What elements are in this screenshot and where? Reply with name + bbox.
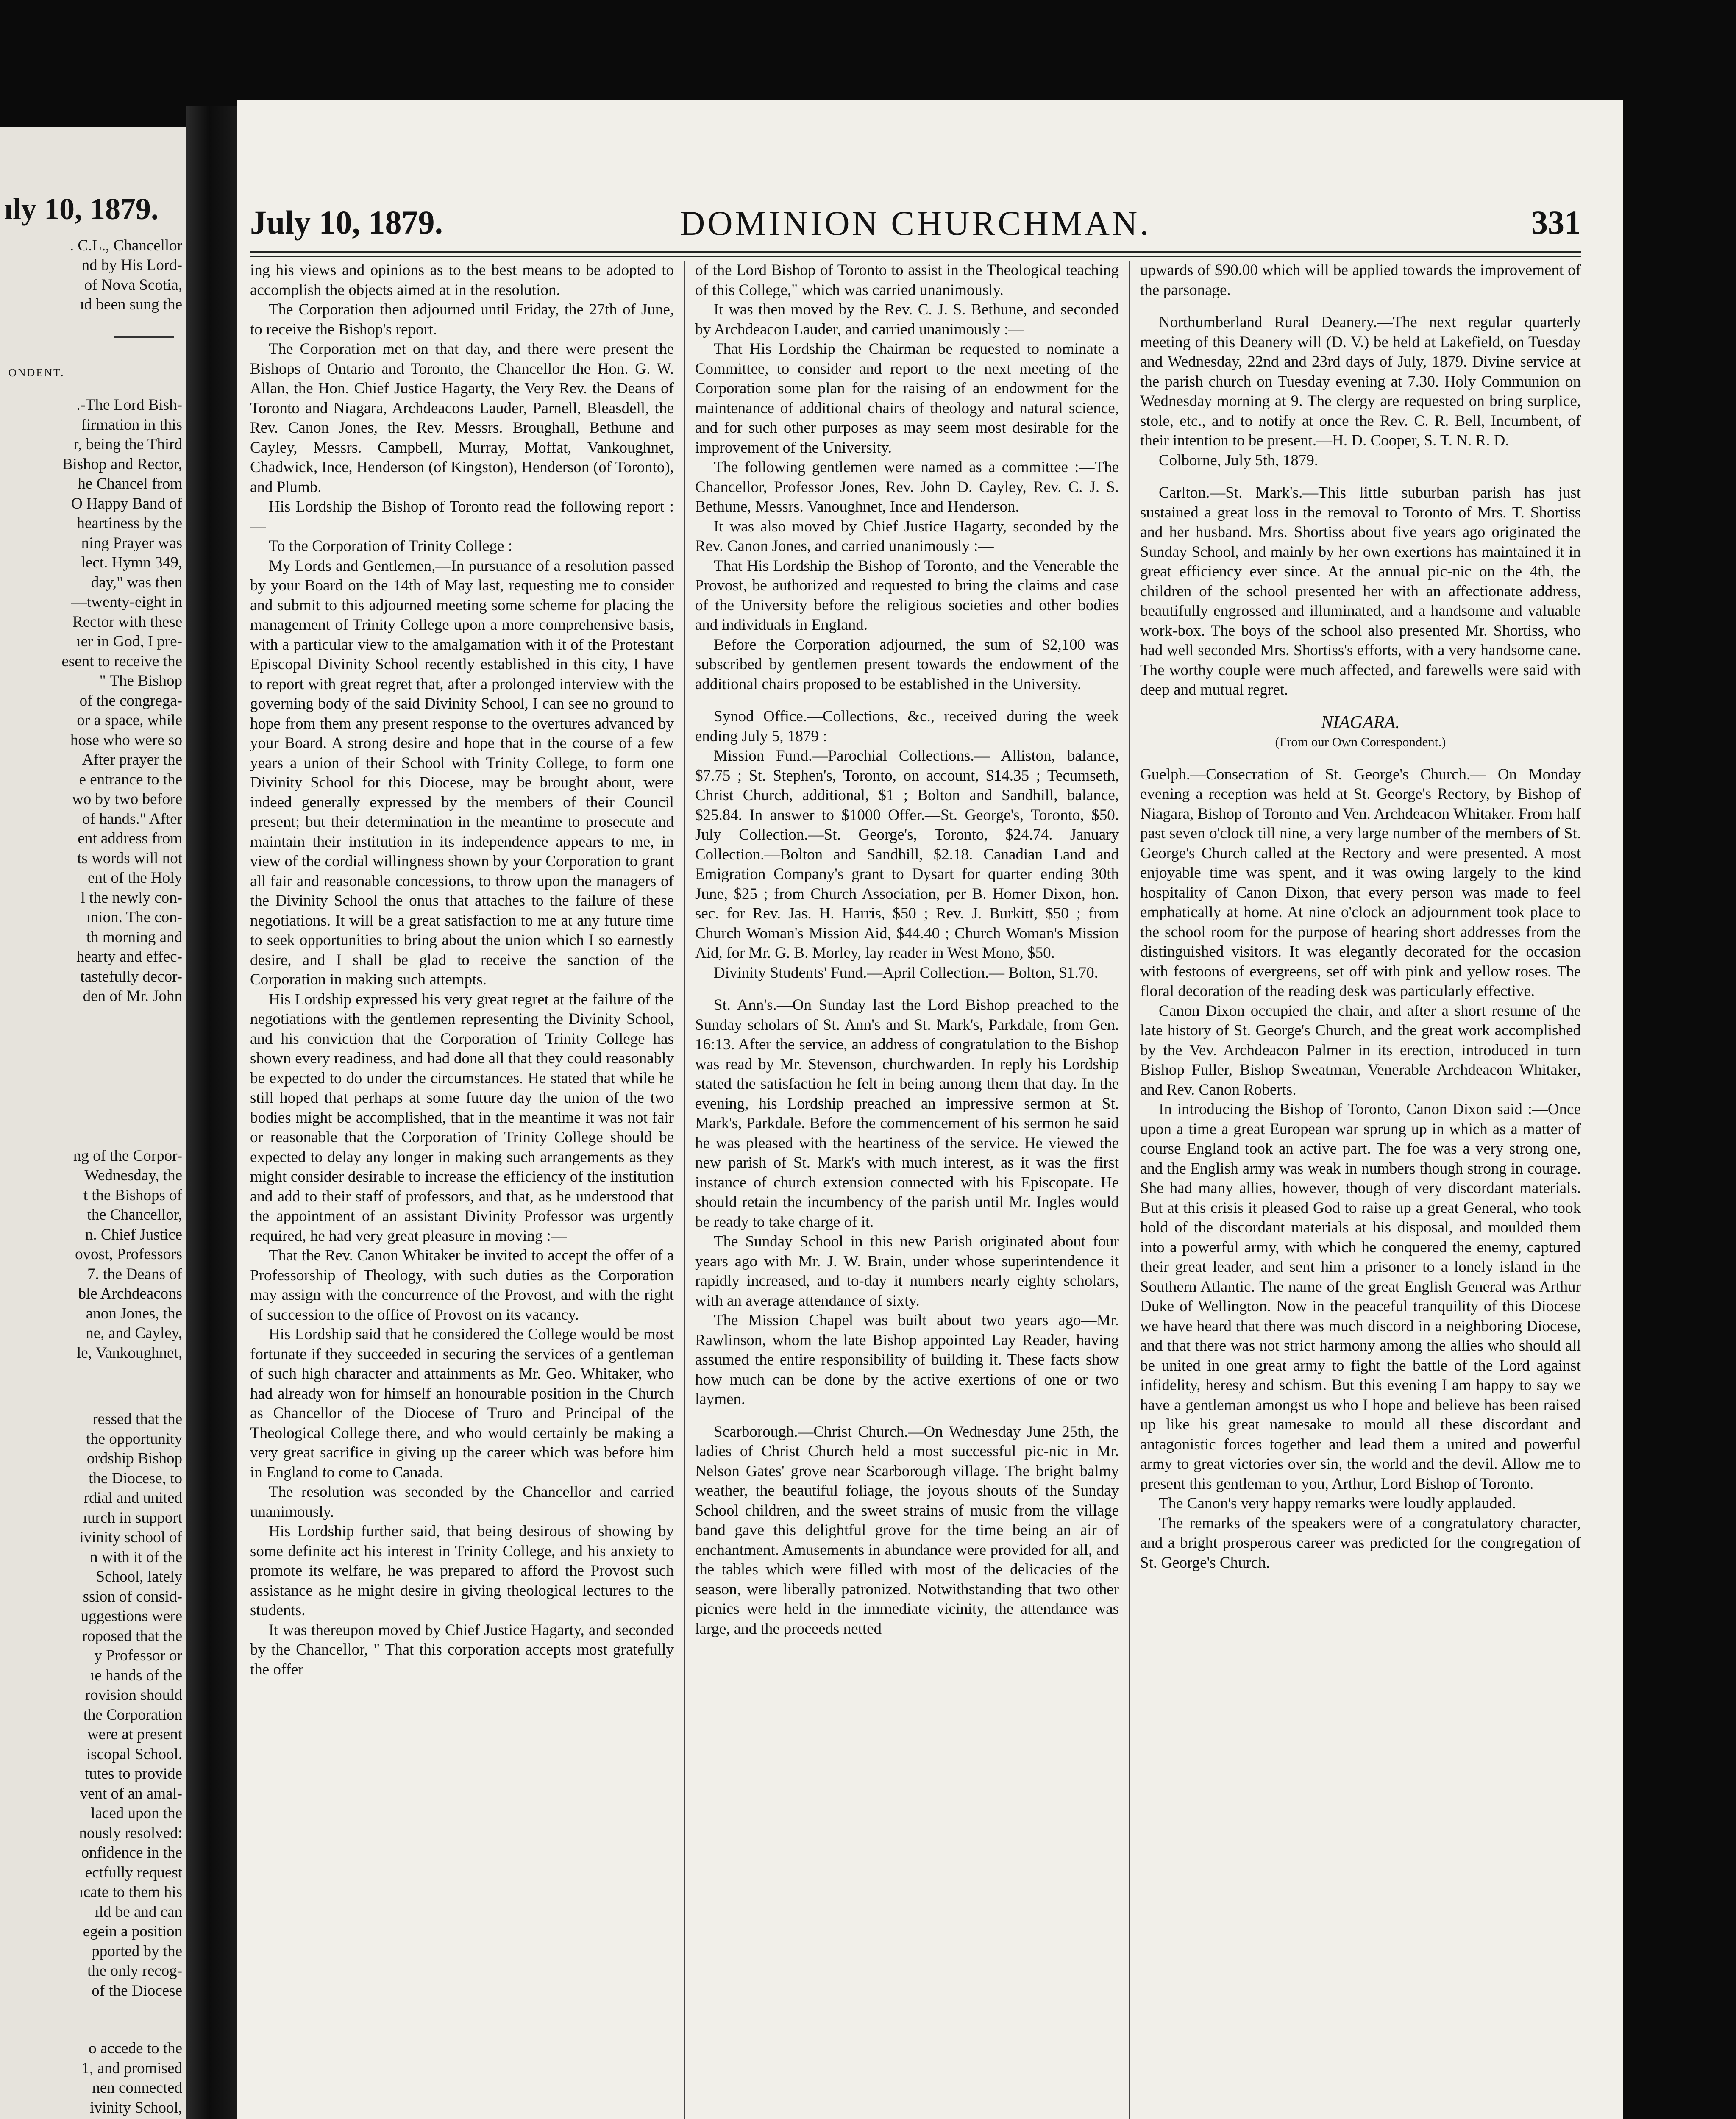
article-paragraph: It was thereupon moved by Chief Justice Hagarty, and seconded by the Chancellor, " That this corporation accepts most gratefully the offer	[250, 1621, 674, 1678]
facing-line: ıe hands of the	[90, 1666, 182, 1684]
facing-line: of the Diocese	[92, 1982, 182, 1999]
column-2-text	[695, 261, 1119, 1639]
facing-line: ovost, Professors	[75, 1246, 182, 1263]
facing-line: Rector with these	[72, 613, 182, 631]
facing-line: egein a position	[83, 1923, 182, 1940]
facing-line: day," was then	[91, 573, 182, 591]
facing-line: hearty and effec-	[76, 948, 182, 965]
facing-line: .-The Lord Bish-	[76, 396, 182, 414]
facing-line: ts words will not	[77, 849, 182, 867]
book-gutter	[186, 106, 237, 2119]
facing-line: of hands." After	[82, 810, 182, 828]
facing-page-fragment	[0, 127, 186, 2119]
article-paragraph: Scarborough.—Christ Church.—On Wednesday June 25th, the ladies of Christ Church held a most successful pic-nic in Mr. Nelson Gates' grove near Scarborough village. The bright balmy weather, the beautiful foliage, the joyous shouts of the Sunday School children, and the sweet strains of music from the village band gave this delightful grove for the time being an air of enchantment. Amusements in abundance were provided for all, and the tables which were filled with most of the delicacies of the season, were liberally patronized. Notwithstanding that two other picnics were held in the immediate vicinity, the attendance was large, and the proceeds netted	[695, 1423, 1119, 1638]
facing-lines-b	[4, 395, 182, 1007]
facing-line: n with it of the	[90, 1548, 182, 1566]
facing-line: ent of the Holy	[88, 869, 182, 887]
facing-line: 1, and promised	[81, 2059, 182, 2077]
facing-line: ivinity school of	[79, 1529, 182, 1546]
facing-line: lect. Hymn 349,	[81, 554, 182, 571]
facing-line: ıd been sung the	[80, 296, 182, 313]
article-paragraph: The Corporation then adjourned until Friday, the 27th of June, to receive the Bishop's report.	[250, 301, 674, 338]
facing-line: School, lately	[96, 1568, 182, 1585]
facing-line: Wednesday, the	[84, 1167, 182, 1184]
article-paragraph: His Lordship the Bishop of Toronto read the following report :—	[250, 498, 674, 535]
facing-line: ivinity School,	[90, 2099, 182, 2116]
column-3-text-top	[1140, 261, 1581, 700]
article-paragraph: That His Lordship the Bishop of Toronto, and the Venerable the Provost, be authorized and requested to bring the claims and case of the University before the religious societies and other bodies and individuals in England.	[695, 557, 1119, 634]
facing-line: ent address from	[78, 830, 182, 847]
article-paragraph: The Corporation met on that day, and there were present the Bishops of Ontario and Toronto, the Chancellor the Hon. G. W. Allan, the Hon. Chief Justice Hagarty, the Very Rev. the Deans of Toronto and Niagara, Archdeacons Lauder, Parnell, Bleasdell, the Rev. Canon Jones, the Rev. Messrs. Broughall, Bethune and Cayley, Messrs. Campbell, Murray, Moffat, Vankoughnet, Chadwick, Ince, Henderson (of Kingston), Henderson (of Toronto), and Plumb.	[250, 340, 674, 496]
facing-line: l the newly con-	[81, 889, 182, 907]
facing-line: of Nova Scotia,	[84, 276, 182, 294]
facing-line: iscopal School.	[86, 1745, 182, 1763]
facing-line: o accede to the	[89, 2040, 182, 2057]
article-paragraph: St. Ann's.—On Sunday last the Lord Bishop preached to the Sunday scholars of St. Ann's and St. Mark's, Parkdale, from Gen. 16:13. After the service, an address of congratulation to the Bishop was read by Mr. Stevenson, churchwarden. In reply his Lordship stated the satisfaction he felt in being among them that day. In the evening, his Lordship preached an impressive sermon at St. Mark's, Parkdale. Before the commencement of his sermon he said he was pleased with the heartiness of the service. He viewed the new parish of St. Mark's with much interest, as it was the first instance of church extension connected with his Episcopate. He should retain the incumbency of the parish until Mr. Ingles would be ready to take charge of it.	[695, 996, 1119, 1231]
article-paragraph: My Lords and Gentlemen,—In pursuance of a resolution passed by your Board on the 14th of May last, requesting me to consider and submit to this adjourned meeting some scheme for placing the management of Trinity College upon a more comprehensive basis, with a particular view to the amalgamation with it of the Protestant Episcopal Divinity School recently established in this city, I have to report with great regret that, after a prolonged interview with the governing body of the said Divinity School, I can see no ground to hope from them any present response to the overtures advanced by your Board. A strong desire and hope that in the course of a few years a union of their School with Trinity College, to form one Divinity School for this Diocese, may be brought about, were indeed generally expressed by the members of their Council present; but their determination in the meantime to prosecute and maintain their institution in its independence appears to me, in view of the cordial willingness shown by your Corporation to grant all fair and reasonable concessions, to throw upon the managers of the Divinity School the onus that attaches to the failure of these negotiations. It will be a great satisfaction to me at any future time to seek opportunities to bring about the union which I so earnestly desire, and I shall be glad to receive the sanction of the Corporation in making such attempts.	[250, 557, 674, 988]
facing-line: " The Bishop	[99, 672, 182, 690]
article-paragraph: Before the Corporation adjourned, the sum of $2,100 was subscribed by gentlemen present towards the endowment of the additional chairs proposed to be established in the University.	[695, 636, 1119, 693]
facing-line: n. Chief Justice	[85, 1226, 182, 1243]
facing-lines-d	[4, 1410, 182, 2001]
header-rule	[250, 251, 1581, 253]
article-paragraph: The remarks of the speakers were of a congratulatory character, and a bright prosperous career was predicted for the congregation of St. George's Church.	[1140, 1514, 1581, 1571]
facing-line: Bishop and Rector,	[62, 455, 182, 473]
facing-line: ssion of consid-	[83, 1588, 182, 1605]
facing-line: ordship Bishop	[86, 1450, 182, 1467]
facing-line: laced upon the	[91, 1805, 182, 1822]
facing-lines-e	[4, 2039, 182, 2119]
column-2	[695, 261, 1119, 2119]
facing-line: ressed that the	[92, 1410, 182, 1428]
facing-rule	[114, 336, 174, 338]
facing-line: ble Archdeacons	[78, 1285, 182, 1302]
facing-line: ne, and Cayley,	[86, 1324, 182, 1342]
facing-line: wo by two before	[72, 790, 182, 808]
facing-line: roposed that the	[82, 1627, 182, 1645]
facing-line: den of Mr. John	[83, 987, 182, 1005]
article-paragraph: Carlton.—St. Mark's.—This little suburban parish has just sustained a great loss in the removal to Toronto of Mrs. T. Shortiss and her husband. Mrs. Shortiss about five years ago originated the Sunday School, and mainly by her own exertions has maintained it in great efficiency ever since. At the annual pic-nic on the 4th, the children of the school presented her with an affectionate address, beautifully engrossed and illuminated, and a handsome and valuable work-box. The boys of the school also presented Mr. Shortiss, who had well seconded Mrs. Shortiss's efforts, with a very handsome cane. The worthy couple were much affected, and farewells were said with deep and mutual regret.	[1140, 484, 1581, 698]
facing-line: nen connected	[92, 2079, 182, 2097]
facing-line: the opportunity	[86, 1430, 182, 1448]
column-3	[1140, 261, 1581, 2119]
column-divider-2	[1129, 261, 1130, 2119]
facing-line: onfidence in the	[81, 1844, 182, 1861]
facing-line: pported by the	[92, 1942, 182, 1960]
facing-line: 7. the Deans of	[87, 1265, 182, 1283]
article-paragraph: In introducing the Bishop of Toronto, Canon Dixon said :—Once upon a time a great European war sprung up in which as a matter of course England took an active part. The foe was a very strong one, and the English army was weak in numbers though strong in courage. She had many allies, however, though of very discordant materials. But at this crisis it pleased God to raise up a great General, who took hold of the discordant materials at his disposal, and moulded them into a powerful army, with which he conquered the enemy, captured their great leader, and sent him a prisoner to a lonely island in the Southern Atlantic. The name of the great English General was Arthur Duke of Wellington. Now in the peaceful tranquility of this Diocese we have heard that there was much discord in a neighboring Diocese, and that there was not strict harmony among the allies who should all be united in one great army to fight the battle of the Lord against infidelity, heresy and schism. But this evening I am happy to say we have a gentleman amongst us who I hope and believe has been raised up like his great namesake to mould all these discordant and antagonistic forces together and lead them a united and powerful army to great victories over sin, the world and the devil. Allow me to present this gentleman to you, Arthur, Lord Bishop of Toronto.	[1140, 1101, 1581, 1493]
facing-line: rdial and united	[83, 1489, 182, 1507]
article-paragraph: The Sunday School in this new Parish originated about four years ago with Mr. J. W. Brain, under whose superintendence it rapidly increased, and to-day it numbers nearly eighty scholars, with an average attendance of sixty.	[695, 1233, 1119, 1310]
facing-line: heartiness by the	[77, 514, 182, 532]
article-paragraph: Divinity Students' Fund.—April Collection.— Bolton, $1.70.	[714, 964, 1099, 982]
facing-line: tutes to provide	[84, 1765, 182, 1783]
header-page-number: 331	[1531, 204, 1581, 241]
facing-line: of the congrega-	[79, 692, 182, 709]
article-paragraph: ing his views and opinions as to the best means to be adopted to accomplish the objects aimed at in the resolution.	[250, 261, 674, 299]
facing-line: the Diocese, to	[89, 1469, 182, 1487]
facing-line: e entrance to the	[79, 770, 182, 788]
article-paragraph: Canon Dixon occupied the chair, and after a short resume of the late history of St. George's Church, and the great work accomplished by the Vev. Archdeacon Palmer in its erection, introduced in turn Bishop Fuller, Bishop Sweatman, Venerable Archdeacon Whitaker, and Rev. Canon Roberts.	[1140, 1002, 1581, 1098]
column-1	[250, 261, 674, 2119]
facing-line: or a space, while	[77, 712, 182, 729]
facing-line: ıurch in support	[83, 1509, 182, 1527]
facing-lines-c	[4, 1146, 182, 1363]
article-paragraph: The Mission Chapel was built about two years ago—Mr. Rawlinson, whom the late Bishop appointed Lay Reader, having assumed the entire responsibility of building it. These facts show how much can be done by the active exertions of one or two laymen.	[695, 1312, 1119, 1408]
facing-line: th morning and	[86, 928, 182, 946]
facing-line: hose who were so	[70, 731, 182, 749]
facing-line: nd by His Lord-	[81, 256, 182, 274]
facing-line: ıcate to them his	[79, 1883, 182, 1901]
article-paragraph: of the Lord Bishop of Toronto to assist in the Theological teaching of this College," which was carried unanimously.	[695, 261, 1119, 299]
article-paragraph: That the Rev. Canon Whitaker be invited to accept the offer of a Professorship of Theology, with such duties as the Corporation may assign with the concurrence of the Provost, and with the right of succession to the office of Provost on its vacancy.	[250, 1247, 674, 1324]
article-paragraph: Colborne, July 5th, 1879.	[1159, 451, 1319, 469]
article-paragraph: Northumberland Rural Deanery.—The next regular quarterly meeting of this Deanery will (D. V.) be held at Lakefield, on Tuesday and Wednesday, 22nd and 23rd days of July, 1879. Divine service at the parish church on Tuesday evening at 7.30. Holy Communion on Wednesday morning at 9. The clergy are requested on bring surplice, stole, etc., and to notify at once the Rev. C. R. Bell, Incumbent, of their intention to be present.—H. D. Cooper, S. T. N. R. D.	[1140, 314, 1581, 449]
facing-lines-a	[4, 236, 182, 315]
facing-line: le, Vankoughnet,	[76, 1344, 182, 1362]
page-header	[250, 199, 1581, 246]
section-subheading: (From our Own Correspondent.)	[1275, 734, 1446, 749]
section-heading-niagara: NIAGARA.	[1321, 712, 1400, 732]
facing-line: the Chancellor,	[87, 1206, 182, 1224]
facing-page-text	[4, 127, 182, 2119]
facing-page-header: ıly 10, 1879.	[4, 192, 159, 226]
facing-line: firmation in this	[81, 416, 182, 434]
facing-line: r, being the Third	[73, 436, 182, 453]
column-divider-1	[684, 261, 685, 2119]
header-date: July 10, 1879.	[250, 204, 443, 241]
facing-line: —twenty-eight in	[71, 593, 182, 611]
facing-line: tastefully decor-	[80, 968, 182, 985]
facing-line: nously resolved:	[79, 1824, 182, 1842]
facing-line: ng of the Corpor-	[73, 1147, 182, 1165]
facing-line: O Happy Band of	[71, 495, 182, 512]
facing-line: vent of an amal-	[80, 1785, 182, 1802]
facing-line: the only recog-	[87, 1962, 182, 1980]
facing-line: esent to receive the	[61, 652, 182, 670]
facing-line: ning Prayer was	[81, 534, 182, 552]
article-paragraph: That His Lordship the Chairman be requested to nominate a Committee, to consider and report to the next meeting of the Corporation some plan for the raising of an endowment for the maintenance of additional chairs of theology and natural science, and for such other purposes as may seem most desirable for the improvement of the University.	[695, 340, 1119, 456]
header-title: DOMINION CHURCHMAN.	[680, 204, 1151, 242]
facing-line: . C.L., Chancellor	[70, 236, 182, 254]
facing-line: ıld be and can	[95, 1903, 182, 1921]
facing-line: After prayer the	[82, 751, 182, 768]
article-paragraph: Synod Office.—Collections, &c., received during the week ending July 5, 1879 :	[695, 708, 1119, 745]
article-paragraph: His Lordship expressed his very great regret at the failure of the negotiations with the gentlemen representing the Divinity School, and his conviction that the Corporation of Trinity College has shown every readiness, and had done all that they could reasonably be expected to do under the circumstances. He stated that while he still hoped that perhaps at some future day the union of the two bodies might be accomplished, that in the meantime it was not fair or reasonable that the Corporation of Trinity College should be expected to delay any longer in making such arrangements as they might consider desirable to increase the efficiency of the institution and add to their staff of professors, and that, as he understood that the appointment of an assistant Divinity Professor was urgently required, he had very great pleasure in moving :—	[250, 990, 674, 1245]
facing-line: rovision should	[85, 1686, 182, 1704]
facing-line: ıer in God, I pre-	[76, 633, 182, 650]
column-3-text-bottom	[1140, 765, 1581, 1573]
article-paragraph: It was then moved by the Rev. C. J. S. Bethune, and seconded by Archdeacon Lauder, and carried unanimously :—	[695, 301, 1119, 338]
facing-line: uggestions were	[81, 1607, 182, 1625]
header-rule-thin	[250, 256, 1581, 257]
article-paragraph: It was also moved by Chief Justice Hagarty, seconded by the Rev. Canon Jones, and carried unanimously :—	[695, 517, 1119, 555]
article-paragraph: The resolution was seconded by the Chancellor and carried unanimously.	[250, 1483, 674, 1521]
facing-line: the Corporation	[83, 1706, 182, 1724]
facing-line: anon Jones, the	[86, 1304, 182, 1322]
article-paragraph: Mission Fund.—Parochial Collections.— Alliston, balance, $7.75 ; St. Stephen's, Toronto, on account, $14.35 ; Tecumseth, Christ Church, additional, $1 ; Bolton and Sandhill, balance, $25.84. In answer to $1000 Offer.—St. George's, Toronto, $50. July Collection.—St. George's, Toronto, $24.74. January Collection.—Bolton and Sandhill, $2.18. Canadian Land and Emigration Company's grant to Dysart for quarter ending 30th June, $25 ; from Church Association, per B. Homer Dixon, hon. sec. for Rev. Jas. H. Harris, $50 ; Rev. J. Burkitt, $50 ; from Church Woman's Mission Aid, $44.40 ; Church Woman's Mission Aid, for Mr. G. B. Morley, lay reader in West Mono, $50.	[695, 747, 1119, 962]
article-paragraph: The Canon's very happy remarks were loudly applauded.	[1159, 1495, 1516, 1512]
article-paragraph: The following gentlemen were named as a committee :—The Chancellor, Professor Jones, Rev. John D. Cayley, Rev. C. J. S. Bethune, Messrs. Vanoughnet, Ince and Henderson.	[695, 459, 1119, 515]
facing-line: were at present	[87, 1726, 182, 1743]
facing-line: t the Bishops of	[83, 1186, 182, 1204]
facing-line: ectfully request	[85, 1863, 182, 1881]
facing-line: he Chancel from	[78, 475, 182, 492]
facing-line: ınion. The con-	[86, 909, 182, 926]
facing-line: y Professor or	[94, 1647, 182, 1664]
article-paragraph: upwards of $90.00 which will be applied towards the improvement of the parsonage.	[1140, 261, 1581, 299]
column-1-text	[250, 261, 674, 1680]
facing-section-label: ONDENT.	[8, 366, 65, 379]
article-paragraph: His Lordship further said, that being desirous of showing by some definite act his interest in Trinity College, and his anxiety to promote its welfare, he was prepared to afford the Provost such assistance as he might desire in giving theological lectures to the students.	[250, 1523, 674, 1619]
article-paragraph: To the Corporation of Trinity College :	[269, 537, 512, 555]
article-paragraph: His Lordship said that he considered the College would be most fortunate if they succeeded in securing the services of a gentleman of such high character and attainments as Mr. Geo. Whitaker, who had already won for himself an honourable position in the Church as Chancellor of the Diocese of Truro and Principal of the Theological College there, and who would certainly be making a very great sacrifice in giving up the career which was before him in England to come to Canada.	[250, 1326, 674, 1481]
article-paragraph: Guelph.—Consecration of St. George's Church.— On Monday evening a reception was held at St. George's Rectory, by Bishop of Niagara, Bishop of Toronto and Ven. Archdeacon Whitaker. From half past seven o'clock till nine, a very large number of the members of St. George's Church called at the Rectory and were presented. A most enjoyable time was spent, and it was owing largely to the kind hospitality of Canon Dixon, that every person was made to feel emphatically at home. At nine o'clock an adjournment took place to the school room for the purpose of hearing short addresses from the distinguished visitors. It was elegantly decorated for the occasion with festoons of evergreens, set off with pink and yellow roses. The floral decoration of the reading desk was particularly effective.	[1140, 765, 1581, 1000]
